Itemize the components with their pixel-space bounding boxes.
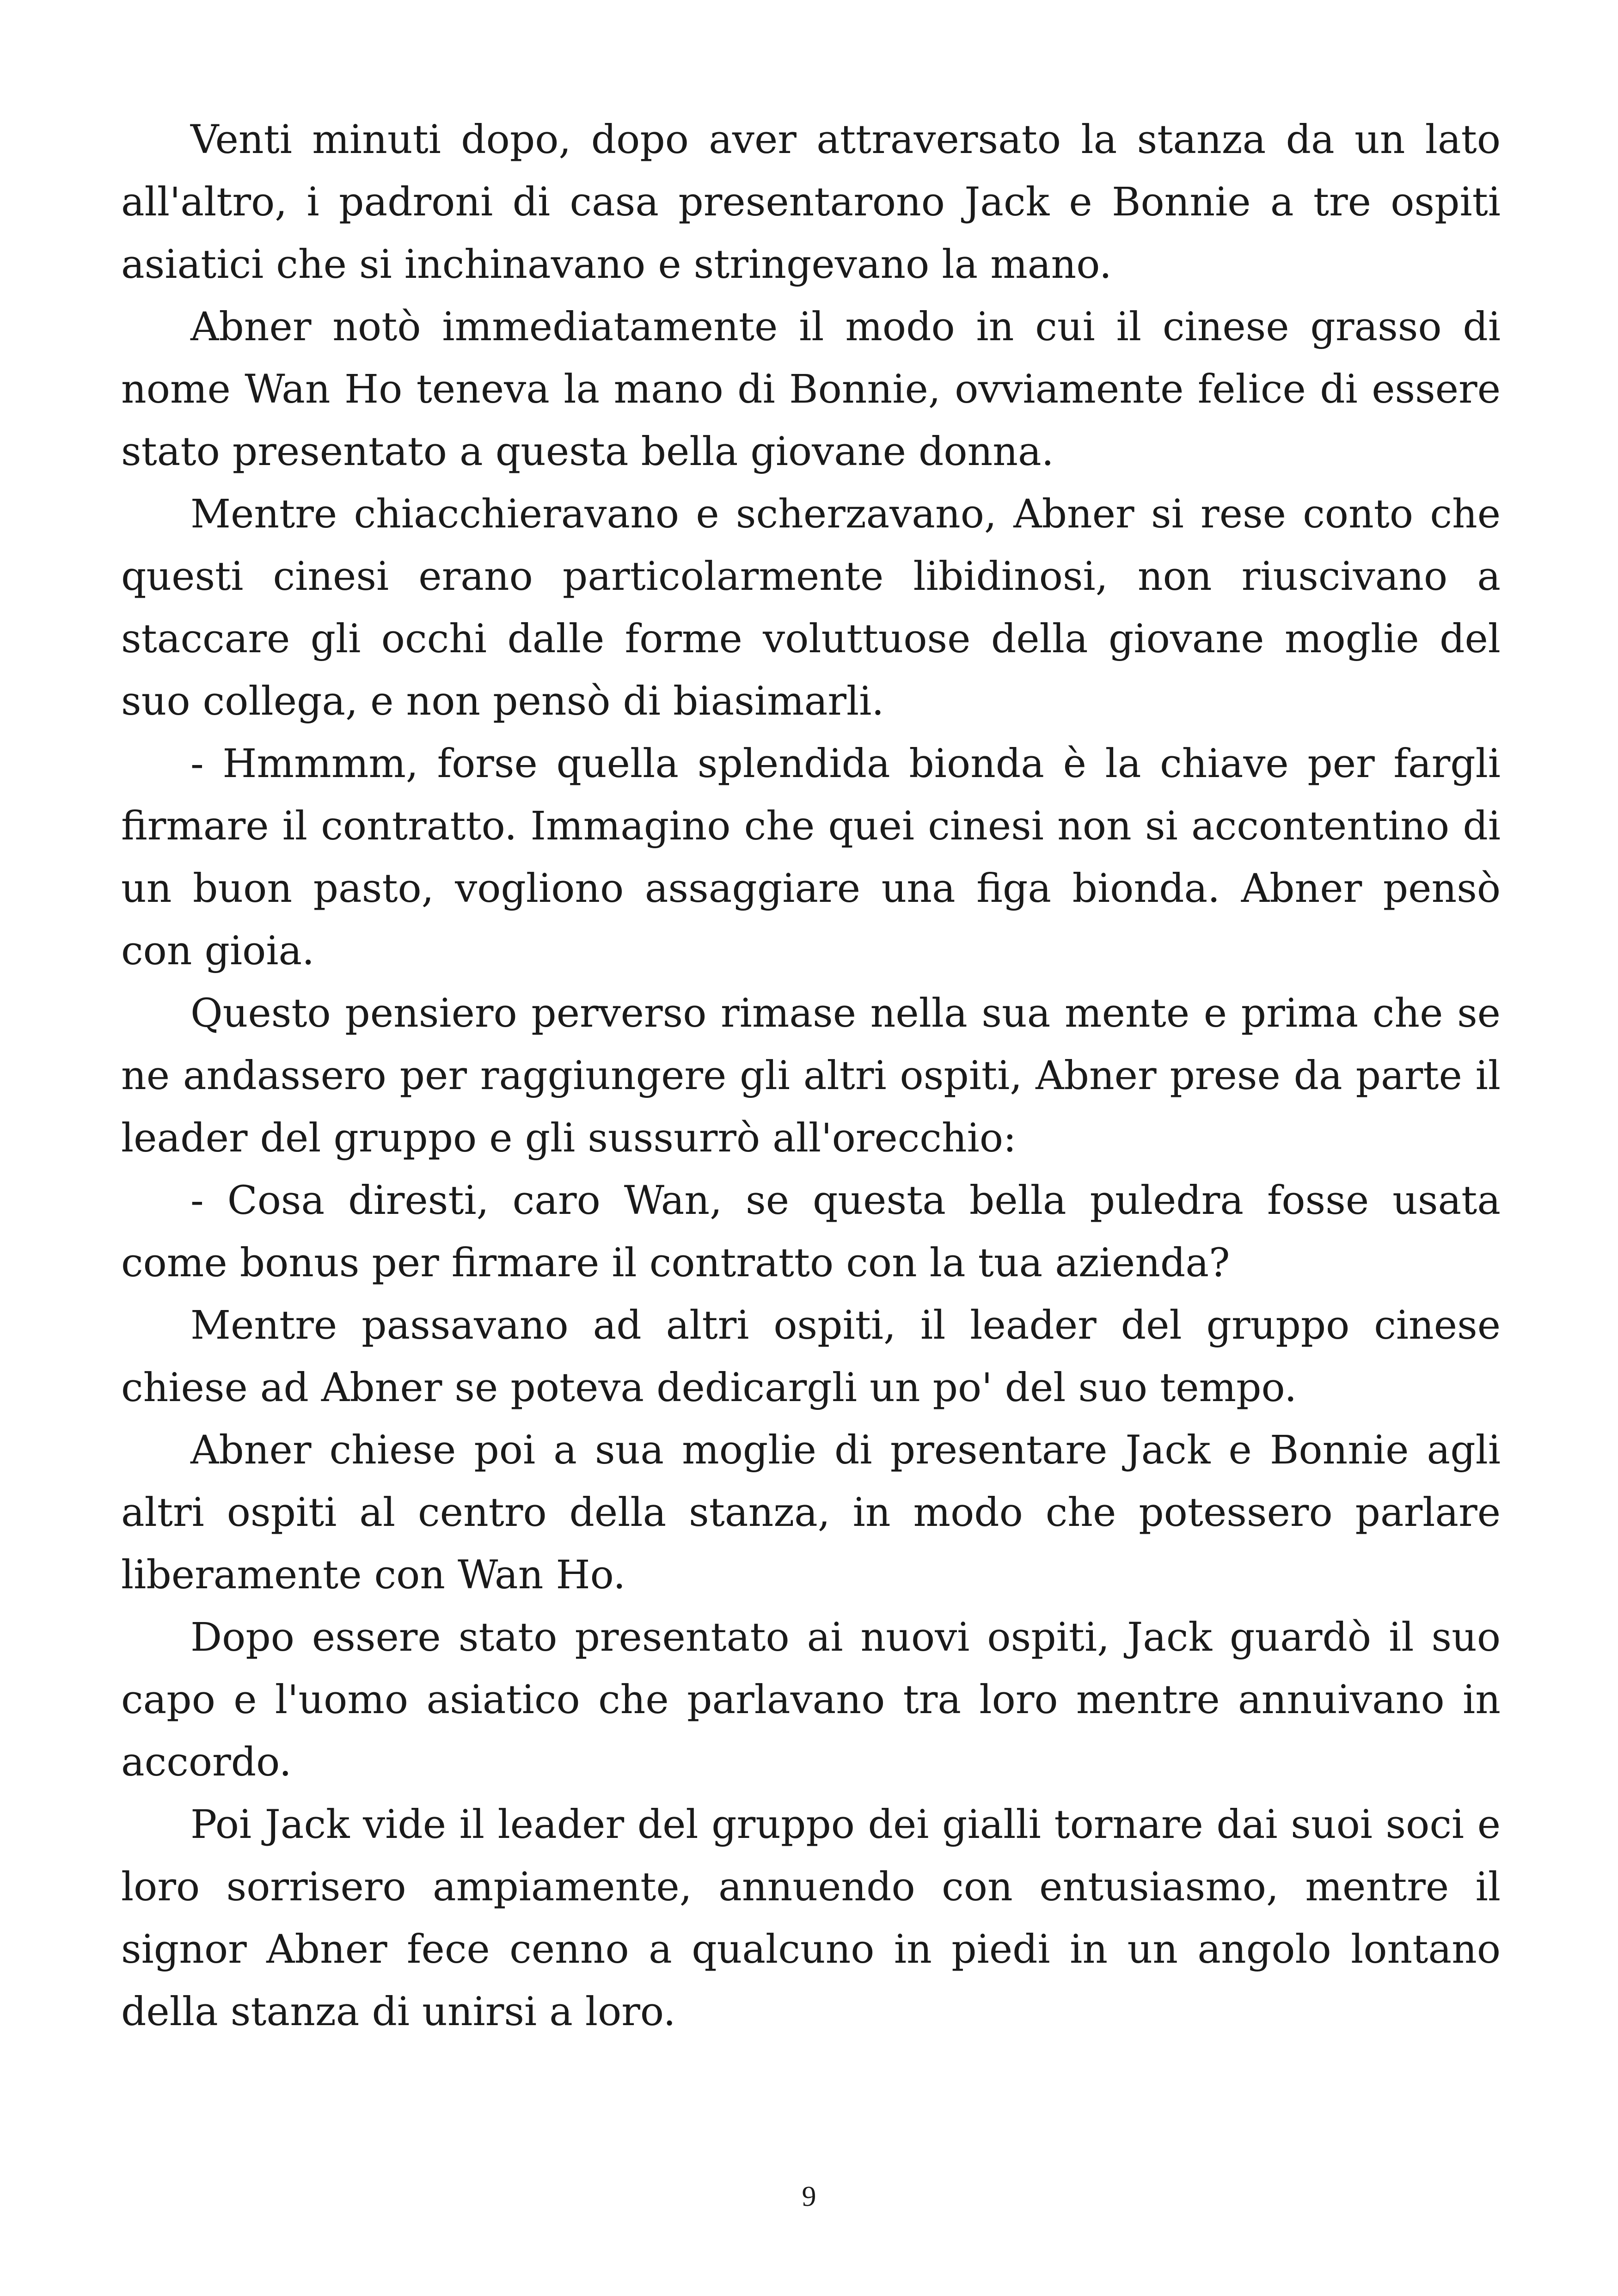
paragraph-2: Abner notò immediatamente il modo in cui il cinese grasso di nome Wan Ho teneva la mano di Bonnie, ovviamente felice di essere stato presentato a questa bella giovane donna. bbox=[121, 304, 1501, 475]
paragraph-9: Dopo essere stato presentato ai nuovi ospiti, Jack guardò il suo capo e l'uomo asiatico che parlavano tra loro mentre annuivano in accordo. bbox=[121, 1615, 1501, 1785]
page-number: 9 bbox=[802, 2181, 816, 2212]
paragraph-10: Poi Jack vide il leader del gruppo dei gialli tornare dai suoi soci e loro sorrisero ampiamente, annuendo con entusiasmo, mentre il signor Abner fece cenno a qualcuno in piedi in un angolo lontano della stanza di unirsi a loro. bbox=[121, 1802, 1501, 2035]
paragraph-8: Abner chiese poi a sua moglie di presentare Jack e Bonnie agli altri ospiti al centro della stanza, in modo che potessero parlare liberamente con Wan Ho. bbox=[121, 1427, 1501, 1598]
body-text bbox=[121, 109, 1501, 2043]
paragraph-6: - Cosa diresti, caro Wan, se questa bella puledra fosse usata come bonus per firmare il contratto con la tua azienda? bbox=[121, 1178, 1501, 1286]
paragraph-7: Mentre passavano ad altri ospiti, il leader del gruppo cinese chiese ad Abner se poteva dedicargli un po' del suo tempo. bbox=[121, 1303, 1501, 1411]
paragraph-4: - Hmmmm, forse quella splendida bionda è la chiave per fargli firmare il contratto. Immagino che quei cinesi non si accontentino di un buon pasto, vogliono assaggiare una figa bionda. Abner pensò con gioia. bbox=[121, 741, 1501, 974]
paragraph-3: Mentre chiacchieravano e scherzavano, Abner si rese conto che questi cinesi erano particolarmente libidinosi, non riuscivano a staccare gli occhi dalle forme voluttuose della giovane moglie del suo collega, e non pensò di biasimarli. bbox=[121, 491, 1501, 724]
paragraph-1: Venti minuti dopo, dopo aver attraversato la stanza da un lato all'altro, i padroni di casa presentarono Jack e Bonnie a tre ospiti asiatici che si inchinavano e stringevano la mano. bbox=[121, 117, 1501, 288]
paragraph-5: Questo pensiero perverso rimase nella sua mente e prima che se ne andassero per raggiungere gli altri ospiti, Abner prese da parte il leader del gruppo e gli sussurrò all'orecchio: bbox=[121, 991, 1501, 1161]
